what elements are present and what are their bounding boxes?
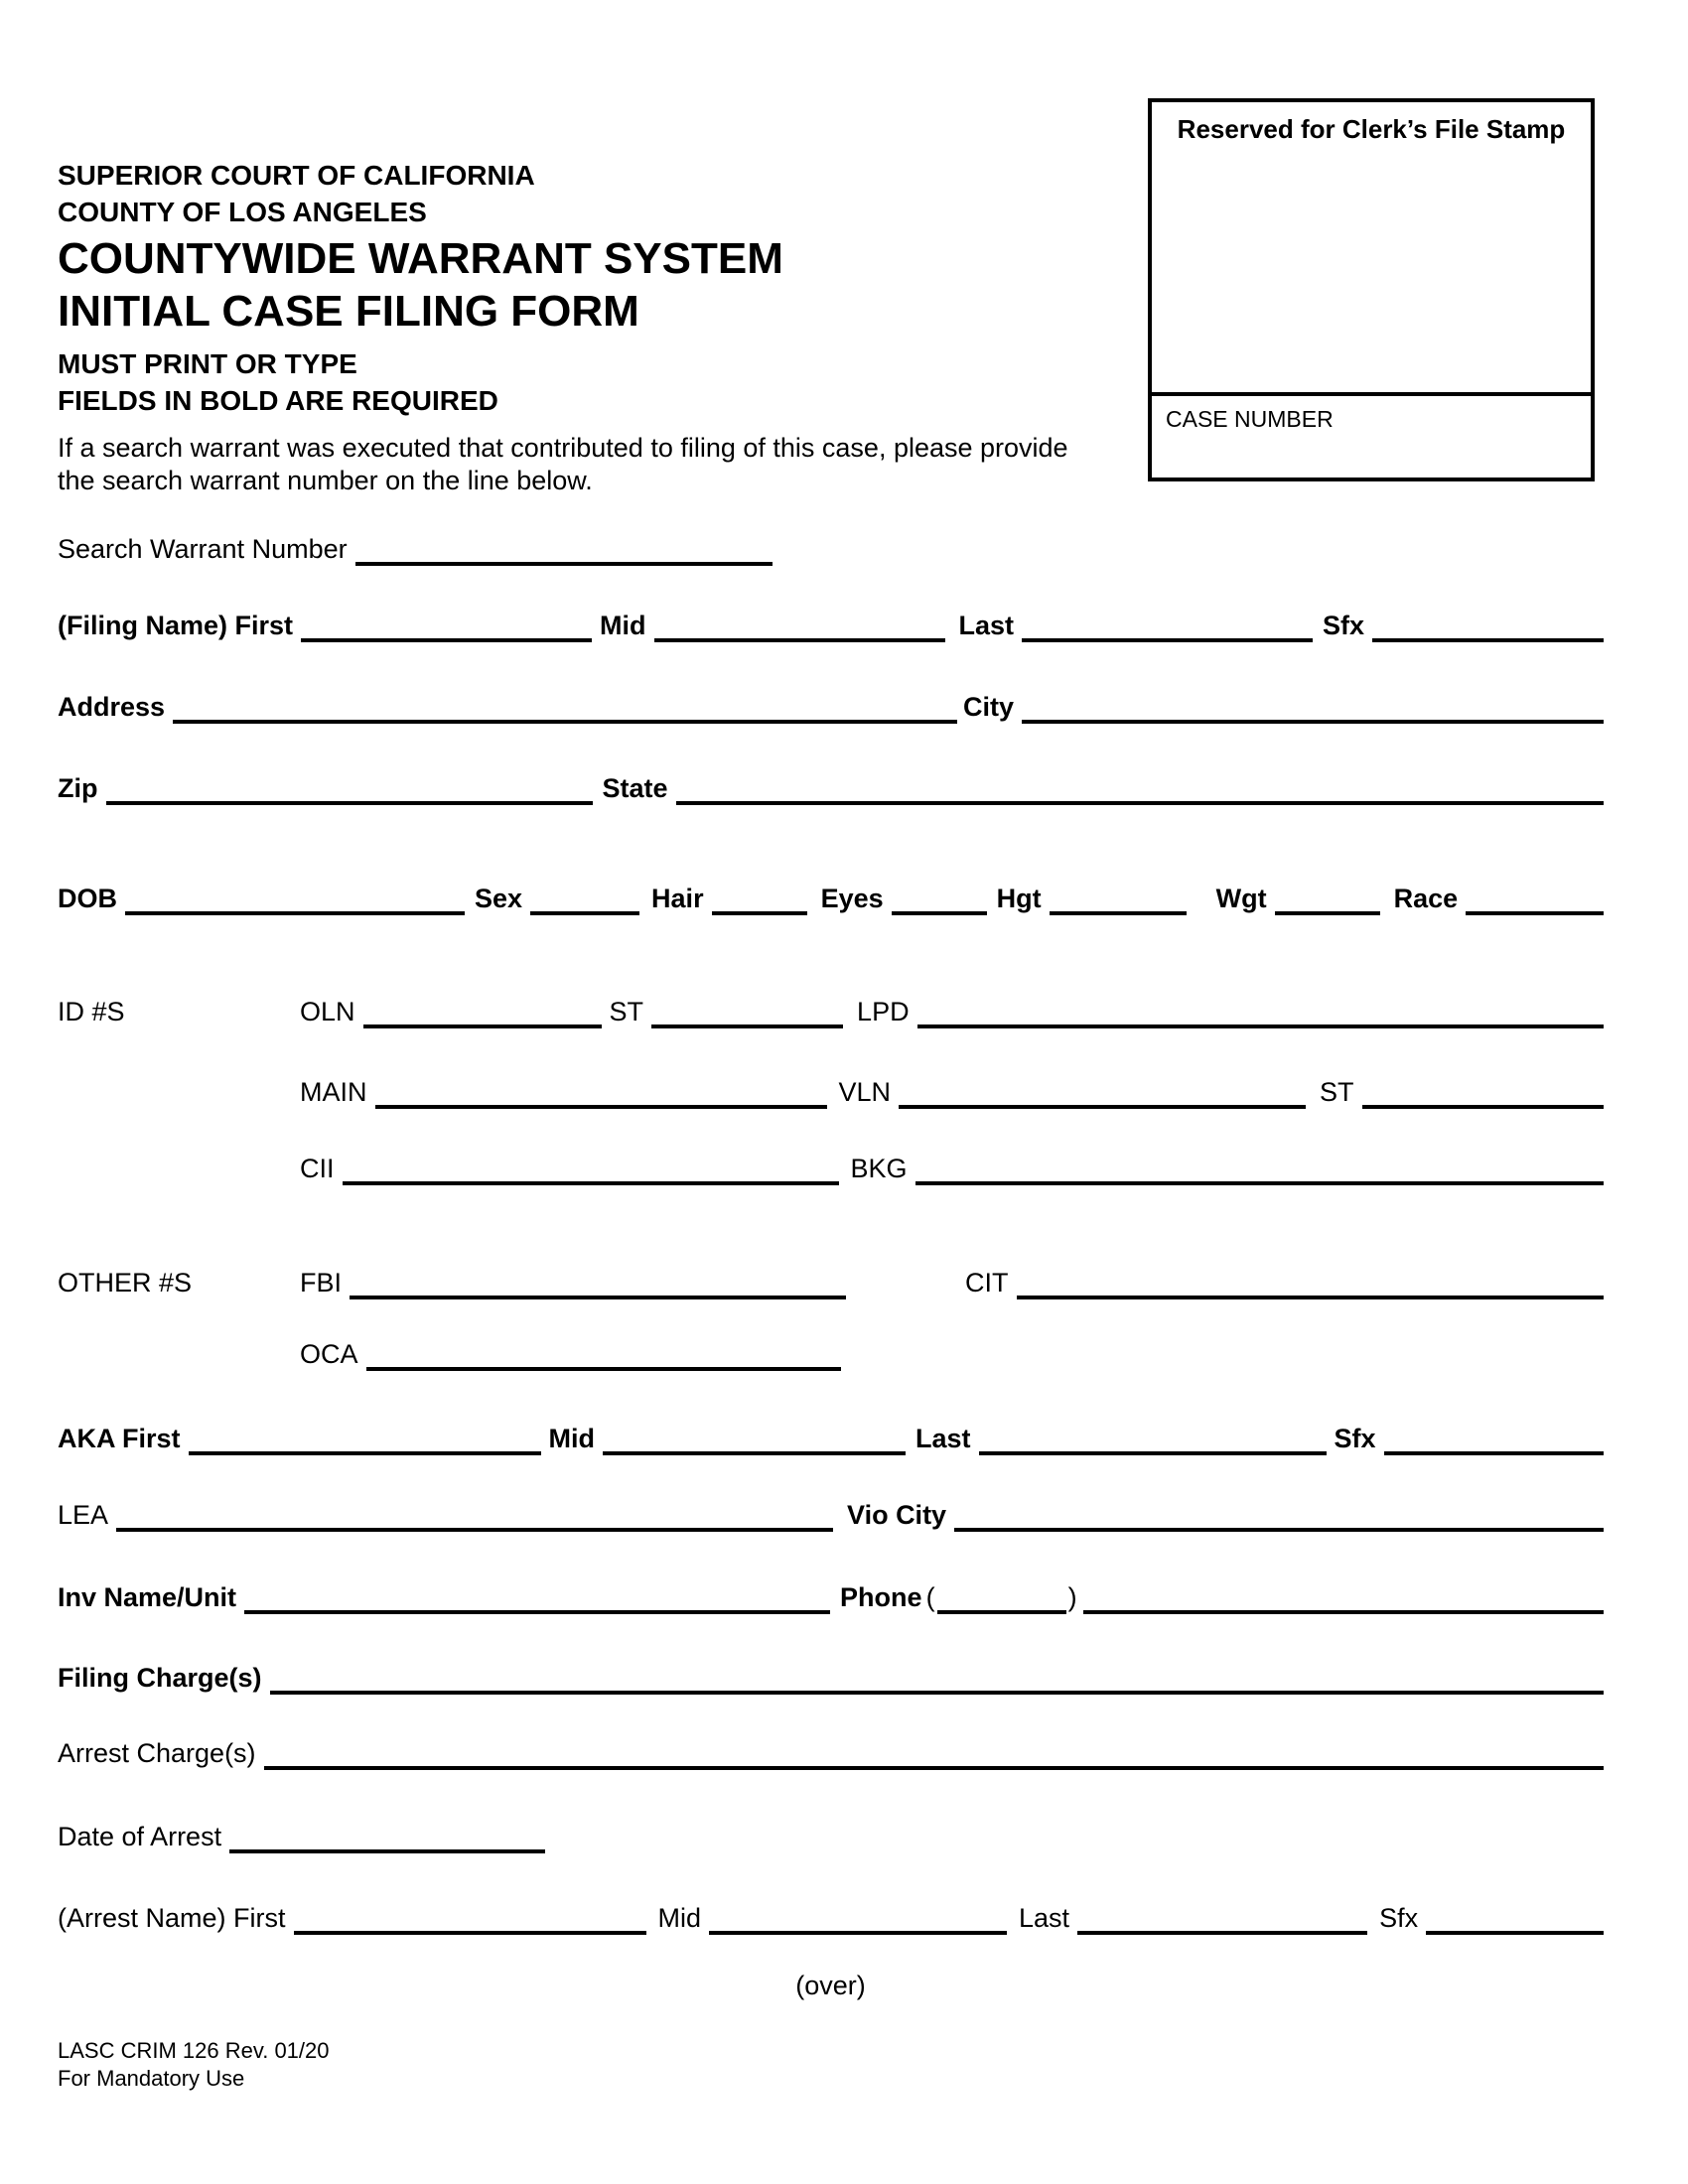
- arrest-name-row: [58, 1897, 1604, 1935]
- filing-first-line: [301, 638, 592, 642]
- filing-mid-label: Mid: [600, 611, 646, 640]
- filing-last-line: [1022, 638, 1313, 642]
- cit-line: [1017, 1296, 1604, 1299]
- form-usage: For Mandatory Use: [58, 2066, 245, 2091]
- lea-line: [116, 1528, 833, 1532]
- aka-sfx-line: [1384, 1451, 1604, 1455]
- inv-phone-row: [58, 1576, 1604, 1614]
- filing-first-label: (Filing Name) First: [58, 611, 294, 640]
- phone-label: Phone: [840, 1582, 922, 1612]
- race-line: [1466, 911, 1604, 915]
- fbi-label: FBI: [300, 1268, 343, 1297]
- search-warrant-row: [58, 528, 1604, 566]
- address-row: [58, 686, 1604, 724]
- hgt-line: [1050, 911, 1187, 915]
- id-numbers-row-3: [58, 1148, 1604, 1185]
- print-notice-line2: FIELDS IN BOLD ARE REQUIRED: [58, 385, 498, 416]
- oln-label: OLN: [300, 997, 355, 1026]
- aka-mid-line: [603, 1451, 906, 1455]
- print-notice-line1: MUST PRINT OR TYPE: [58, 348, 357, 379]
- phone-close-paren: ): [1067, 1582, 1077, 1612]
- state-label: State: [602, 773, 668, 803]
- oca-line: [366, 1367, 841, 1371]
- clerk-stamp-title: Reserved for Clerk’s File Stamp: [1152, 102, 1591, 396]
- arrest-first-line: [294, 1931, 646, 1935]
- address-line: [173, 720, 957, 724]
- sex-line: [530, 911, 639, 915]
- eyes-label: Eyes: [820, 884, 884, 913]
- other-numbers-row-1: [58, 1262, 1604, 1299]
- intro-paragraph-line1: If a search warrant was executed that contributed to filing of this case, please provide: [58, 433, 1068, 463]
- zip-line: [106, 801, 593, 805]
- lpd-line: [917, 1024, 1604, 1028]
- filing-last-label: Last: [958, 611, 1015, 640]
- phone-area-code-line: [937, 1610, 1066, 1614]
- oln-st-line: [651, 1024, 843, 1028]
- race-label: Race: [1393, 884, 1459, 913]
- arrest-mid-line: [709, 1931, 1007, 1935]
- aka-last-line: [979, 1451, 1327, 1455]
- filing-name-row: [58, 605, 1604, 642]
- date-of-arrest-line: [229, 1849, 545, 1853]
- aka-row: [58, 1418, 1604, 1455]
- form-number: LASC CRIM 126 Rev. 01/20: [58, 2038, 330, 2063]
- cit-label: CIT: [965, 1268, 1009, 1297]
- vln-st-label: ST: [1320, 1077, 1354, 1107]
- date-of-arrest-row: [58, 1816, 1604, 1853]
- zip-label: Zip: [58, 773, 98, 803]
- cii-line: [343, 1181, 839, 1185]
- cii-label: CII: [300, 1154, 335, 1183]
- vln-line: [899, 1105, 1306, 1109]
- city-line: [1022, 720, 1604, 724]
- inv-name-unit-label: Inv Name/Unit: [58, 1582, 237, 1612]
- other-numbers-section-label: OTHER #S: [58, 1268, 193, 1297]
- filing-charges-label: Filing Charge(s): [58, 1663, 262, 1693]
- filing-charges-row: [58, 1657, 1604, 1695]
- arrest-last-line: [1077, 1931, 1367, 1935]
- vln-label: VLN: [838, 1077, 892, 1107]
- main-label: MAIN: [300, 1077, 367, 1107]
- arrest-charges-label: Arrest Charge(s): [58, 1738, 256, 1768]
- search-warrant-label: Search Warrant Number: [58, 534, 348, 564]
- aka-first-label: AKA First: [58, 1424, 181, 1453]
- form-title-line2: INITIAL CASE FILING FORM: [58, 287, 639, 336]
- bkg-line: [915, 1181, 1604, 1185]
- hair-line: [712, 911, 807, 915]
- arrest-charges-line: [264, 1766, 1604, 1770]
- hgt-label: Hgt: [996, 884, 1042, 913]
- lea-label: LEA: [58, 1500, 109, 1530]
- date-of-arrest-label: Date of Arrest: [58, 1822, 222, 1851]
- vln-st-line: [1362, 1105, 1604, 1109]
- dob-line: [125, 911, 465, 915]
- lpd-label: LPD: [857, 997, 910, 1026]
- arrest-mid-label: Mid: [657, 1903, 702, 1933]
- id-numbers-row-1: [58, 991, 1604, 1028]
- aka-last-label: Last: [915, 1424, 971, 1453]
- city-label: City: [963, 692, 1015, 722]
- main-line: [375, 1105, 827, 1109]
- filing-sfx-label: Sfx: [1323, 611, 1365, 640]
- id-numbers-row-2: [58, 1071, 1604, 1109]
- wgt-label: Wgt: [1215, 884, 1267, 913]
- dob-label: DOB: [58, 884, 117, 913]
- oca-label: OCA: [300, 1339, 358, 1369]
- over-indicator: (over): [795, 1971, 866, 2000]
- vio-city-label: Vio City: [847, 1500, 947, 1530]
- address-label: Address: [58, 692, 166, 722]
- filing-charges-line: [270, 1691, 1604, 1695]
- court-name-line1: SUPERIOR COURT OF CALIFORNIA: [58, 160, 535, 191]
- lea-row: [58, 1494, 1604, 1532]
- phone-number-line: [1083, 1610, 1604, 1614]
- inv-name-unit-line: [244, 1610, 830, 1614]
- eyes-line: [892, 911, 987, 915]
- clerk-stamp-box: [1148, 98, 1595, 481]
- aka-first-line: [189, 1451, 541, 1455]
- zip-state-row: [58, 767, 1604, 805]
- arrest-sfx-label: Sfx: [1379, 1903, 1419, 1933]
- state-line: [676, 801, 1604, 805]
- wgt-line: [1275, 911, 1380, 915]
- vio-city-line: [954, 1528, 1604, 1532]
- court-name-line2: COUNTY OF LOS ANGELES: [58, 197, 427, 227]
- arrest-first-label: (Arrest Name) First: [58, 1903, 286, 1933]
- filing-sfx-line: [1372, 638, 1604, 642]
- id-numbers-section-label: ID #S: [58, 997, 125, 1026]
- form-footer: [58, 2037, 330, 2093]
- arrest-charges-row: [58, 1732, 1604, 1770]
- phone-open-paren: (: [925, 1582, 935, 1612]
- hair-label: Hair: [651, 884, 704, 913]
- other-numbers-row-2: [58, 1333, 1604, 1371]
- intro-paragraph-line2: the search warrant number on the line below.: [58, 466, 593, 495]
- sex-label: Sex: [475, 884, 523, 913]
- oln-st-label: ST: [609, 997, 644, 1026]
- aka-mid-label: Mid: [548, 1424, 596, 1453]
- dob-row: [58, 878, 1604, 915]
- aka-sfx-label: Sfx: [1334, 1424, 1376, 1453]
- fbi-line: [350, 1296, 846, 1299]
- bkg-label: BKG: [850, 1154, 908, 1183]
- search-warrant-line: [355, 562, 773, 566]
- oln-line: [363, 1024, 602, 1028]
- case-number-label: CASE NUMBER: [1166, 406, 1334, 432]
- arrest-sfx-line: [1426, 1931, 1604, 1935]
- form-title-line1: COUNTYWIDE WARRANT SYSTEM: [58, 234, 783, 283]
- filing-mid-line: [654, 638, 945, 642]
- arrest-last-label: Last: [1019, 1903, 1070, 1933]
